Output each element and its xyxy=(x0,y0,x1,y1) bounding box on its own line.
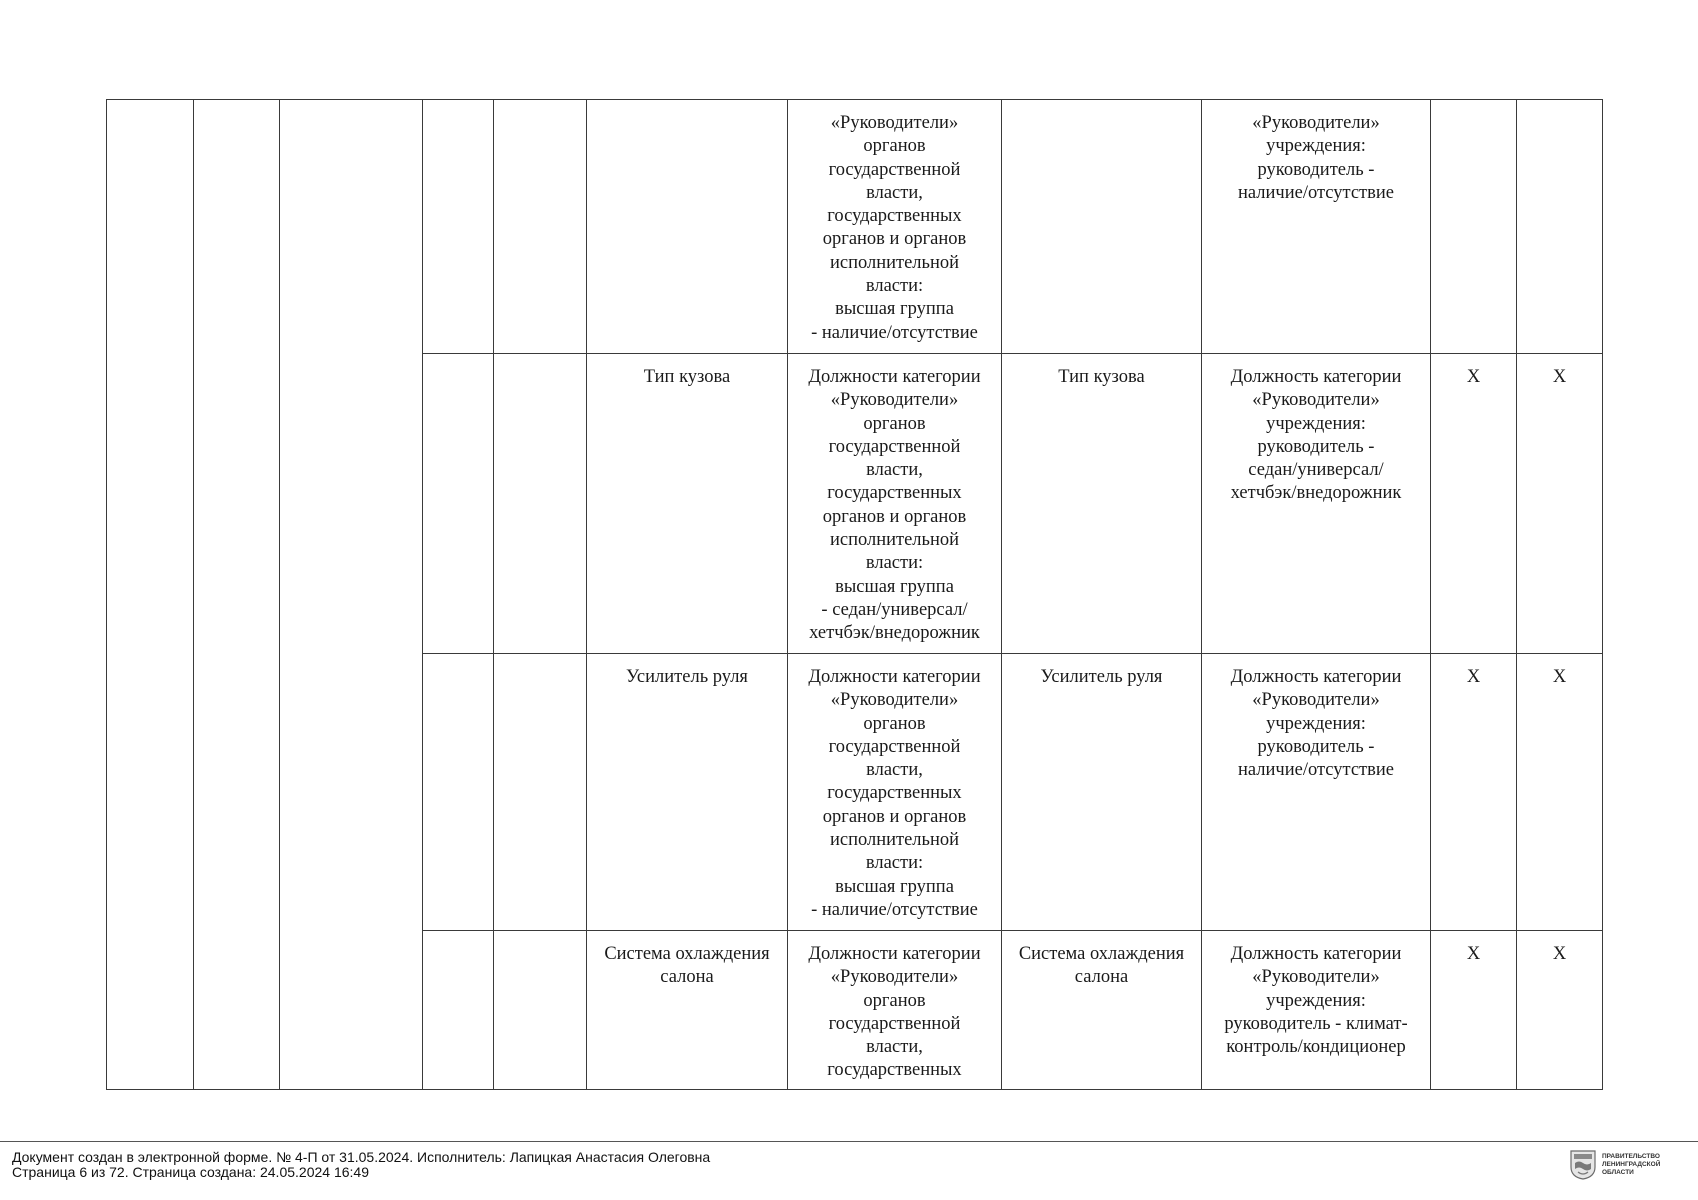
table-cell-empty xyxy=(423,654,494,931)
table-cell-category: Должность категории «Руководители» учреждения: руководитель - климат- контроль/кондиционер xyxy=(1202,931,1431,1090)
footer-page-info: Страница 6 из 72. Страница создана: 24.05.2024 16:49 xyxy=(12,1164,369,1180)
table-cell-empty xyxy=(423,354,494,654)
table-cell-x: X xyxy=(1431,654,1517,931)
table-cell-category: Должности категории «Руководители» органов государственной власти, государственных органов и органов исполнительной власти: высшая группа - седан/универсал/ хетчбэк/внедорожник xyxy=(788,354,1002,654)
table-cell-empty xyxy=(1002,100,1202,354)
table-cell-empty xyxy=(107,100,194,1090)
table-cell-x: X xyxy=(1517,931,1603,1090)
table-cell-category: Должности категории «Руководители» органов государственной власти, государственных органов и органов исполнительной власти: высшая группа - наличие/отсутствие xyxy=(788,654,1002,931)
table-cell-empty xyxy=(494,654,587,931)
table-cell-empty xyxy=(423,100,494,354)
table-cell-empty xyxy=(280,100,423,1090)
table-cell-characteristic: Тип кузова xyxy=(1002,354,1202,654)
document-table xyxy=(106,99,1603,1090)
table-cell-characteristic: Усилитель руля xyxy=(1002,654,1202,931)
table-cell-characteristic: Тип кузова xyxy=(587,354,788,654)
table-cell-category: «Руководители» органов государственной власти, государственных органов и органов исполнительной власти: высшая группа - наличие/отсутствие xyxy=(788,100,1002,354)
table-cell-characteristic: Система охлаждения салона xyxy=(587,931,788,1090)
emblem-caption: ПРАВИТЕЛЬСТВО ЛЕНИНГРАДСКОЙ ОБЛАСТИ xyxy=(1602,1153,1661,1176)
table-cell-category: Должности категории «Руководители» органов государственной власти, государственных xyxy=(788,931,1002,1090)
table-cell-empty xyxy=(1431,100,1517,354)
table-cell-x: X xyxy=(1431,354,1517,654)
table-cell-x: X xyxy=(1517,654,1603,931)
table-cell-category: Должность категории «Руководители» учреждения: руководитель - седан/универсал/ хетчбэк/внедорожник xyxy=(1202,354,1431,654)
table-cell-empty xyxy=(494,354,587,654)
coat-of-arms-icon xyxy=(1570,1150,1596,1180)
table-cell-x: X xyxy=(1431,931,1517,1090)
table-row xyxy=(107,100,1603,354)
footer-document-info: Документ создан в электронной форме. № 4-П от 31.05.2024. Исполнитель: Лапицкая Анастасия Олеговна xyxy=(12,1149,711,1165)
table-cell-characteristic: Усилитель руля xyxy=(587,654,788,931)
government-emblem xyxy=(1570,1150,1660,1180)
table-cell-characteristic: Система охлаждения салона xyxy=(1002,931,1202,1090)
table-cell-x: X xyxy=(1517,354,1603,654)
footer-divider xyxy=(0,1141,1698,1142)
table-cell-empty xyxy=(1517,100,1603,354)
document-footer xyxy=(12,1150,710,1180)
table-cell-empty xyxy=(423,931,494,1090)
table-cell-category: «Руководители» учреждения: руководитель - наличие/отсутствие xyxy=(1202,100,1431,354)
table-cell-empty xyxy=(587,100,788,354)
table-cell-empty xyxy=(494,100,587,354)
table-cell-empty xyxy=(494,931,587,1090)
table-cell-empty xyxy=(194,100,280,1090)
table-cell-category: Должность категории «Руководители» учреждения: руководитель - наличие/отсутствие xyxy=(1202,654,1431,931)
